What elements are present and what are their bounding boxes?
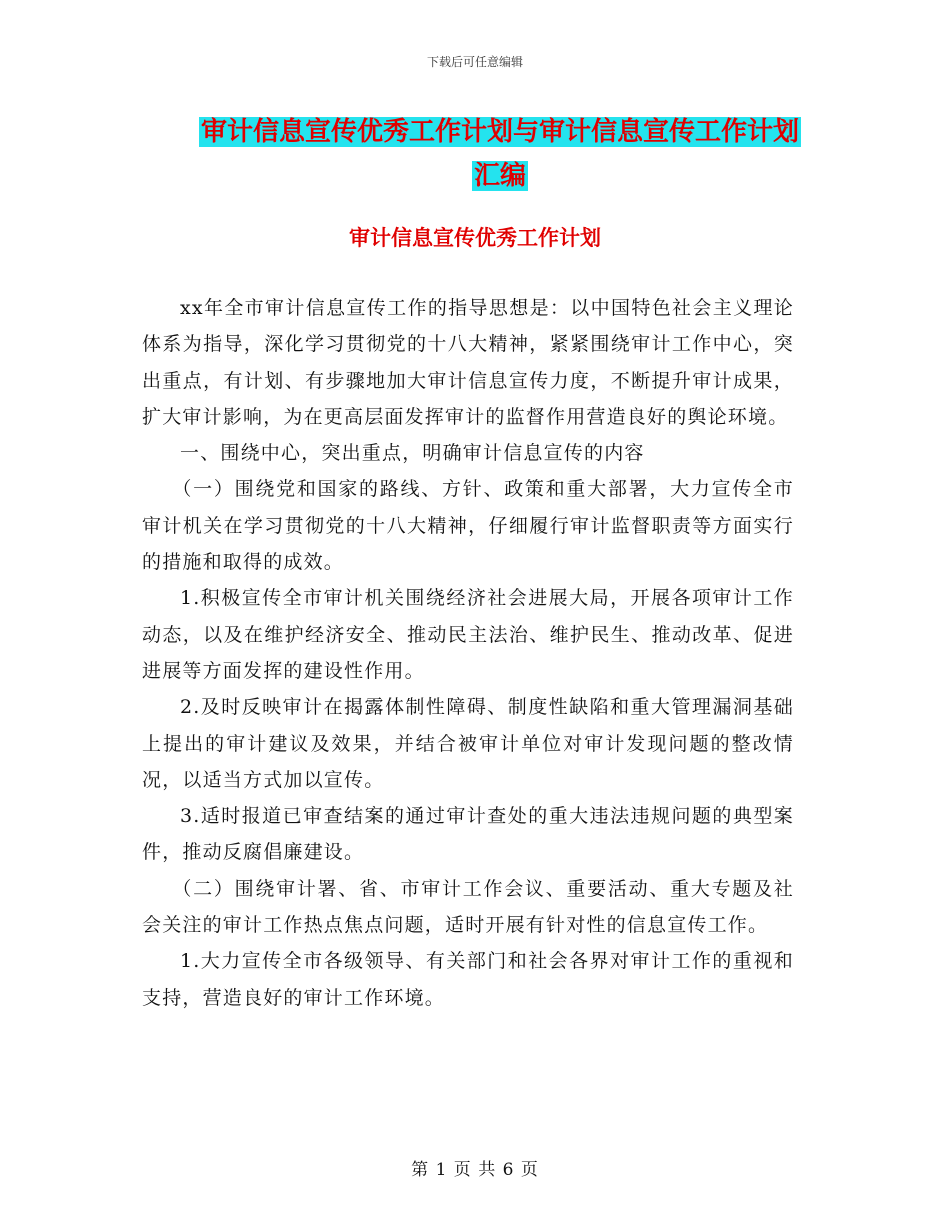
document-title (140, 110, 860, 198)
section-title: 审计信息宣传优秀工作计划 (349, 226, 601, 250)
paragraph-item-3: 3.适时报道已审查结案的通过审计查处的重大违法违规问题的典型案件，推动反腐倡廉建设。 (142, 805, 794, 864)
paragraph-intro: xx年全市审计信息宣传工作的指导思想是：以中国特色社会主义理论体系为指导，深化学习贯彻党的十八大精神，紧紧围绕审计工作中心，突出重点，有计划、有步骤地加大审计信息宣传力度，不断提升审计成果，扩大审计影响，为在更高层面发挥审计的监督作用营造良好的舆论环境。 (142, 297, 794, 428)
page-number: 第 1 页 共 6 页 (411, 1160, 539, 1180)
header-note: 下载后可任意编辑 (426, 55, 523, 69)
paragraph-sub-1: （一）围绕党和国家的路线、方针、政策和重大部署，大力宣传全市审计机关在学习贯彻党的十八大精神，仔细履行审计监督职责等方面实行的措施和取得的成效。 (142, 478, 794, 574)
document-title-line2: 汇编 (473, 161, 526, 191)
paragraph-heading-1: 一、围绕中心，突出重点，明确审计信息宣传的内容 (180, 442, 645, 465)
paragraph-sub-2: （二）围绕审计署、省、市审计工作会议、重要活动、重大专题及社会关注的审计工作热点焦点问题，适时开展有针对性的信息宣传工作。 (142, 877, 794, 937)
document-title-line1: 审计信息宣传优秀工作计划与审计信息宣传工作计划 (200, 117, 799, 147)
paragraph-item-2: 2.及时反映审计在揭露体制性障碍、制度性缺陷和重大管理漏洞基础上提出的审计建议及效果，并结合被审计单位对审计发现问题的整改情况，以适当方式加以宣传。 (142, 696, 794, 791)
paragraph-item-4: 1.大力宣传全市各级领导、有关部门和社会各界对审计工作的重视和支持，营造良好的审计工作环境。 (142, 950, 794, 1009)
document-body (142, 290, 794, 1016)
paragraph-item-1: 1.积极宣传全市审计机关围绕经济社会进展大局，开展各项审计工作动态，以及在维护经济安全、推动民主法治、维护民生、推动改革、促进进展等方面发挥的建设性作用。 (142, 587, 794, 682)
